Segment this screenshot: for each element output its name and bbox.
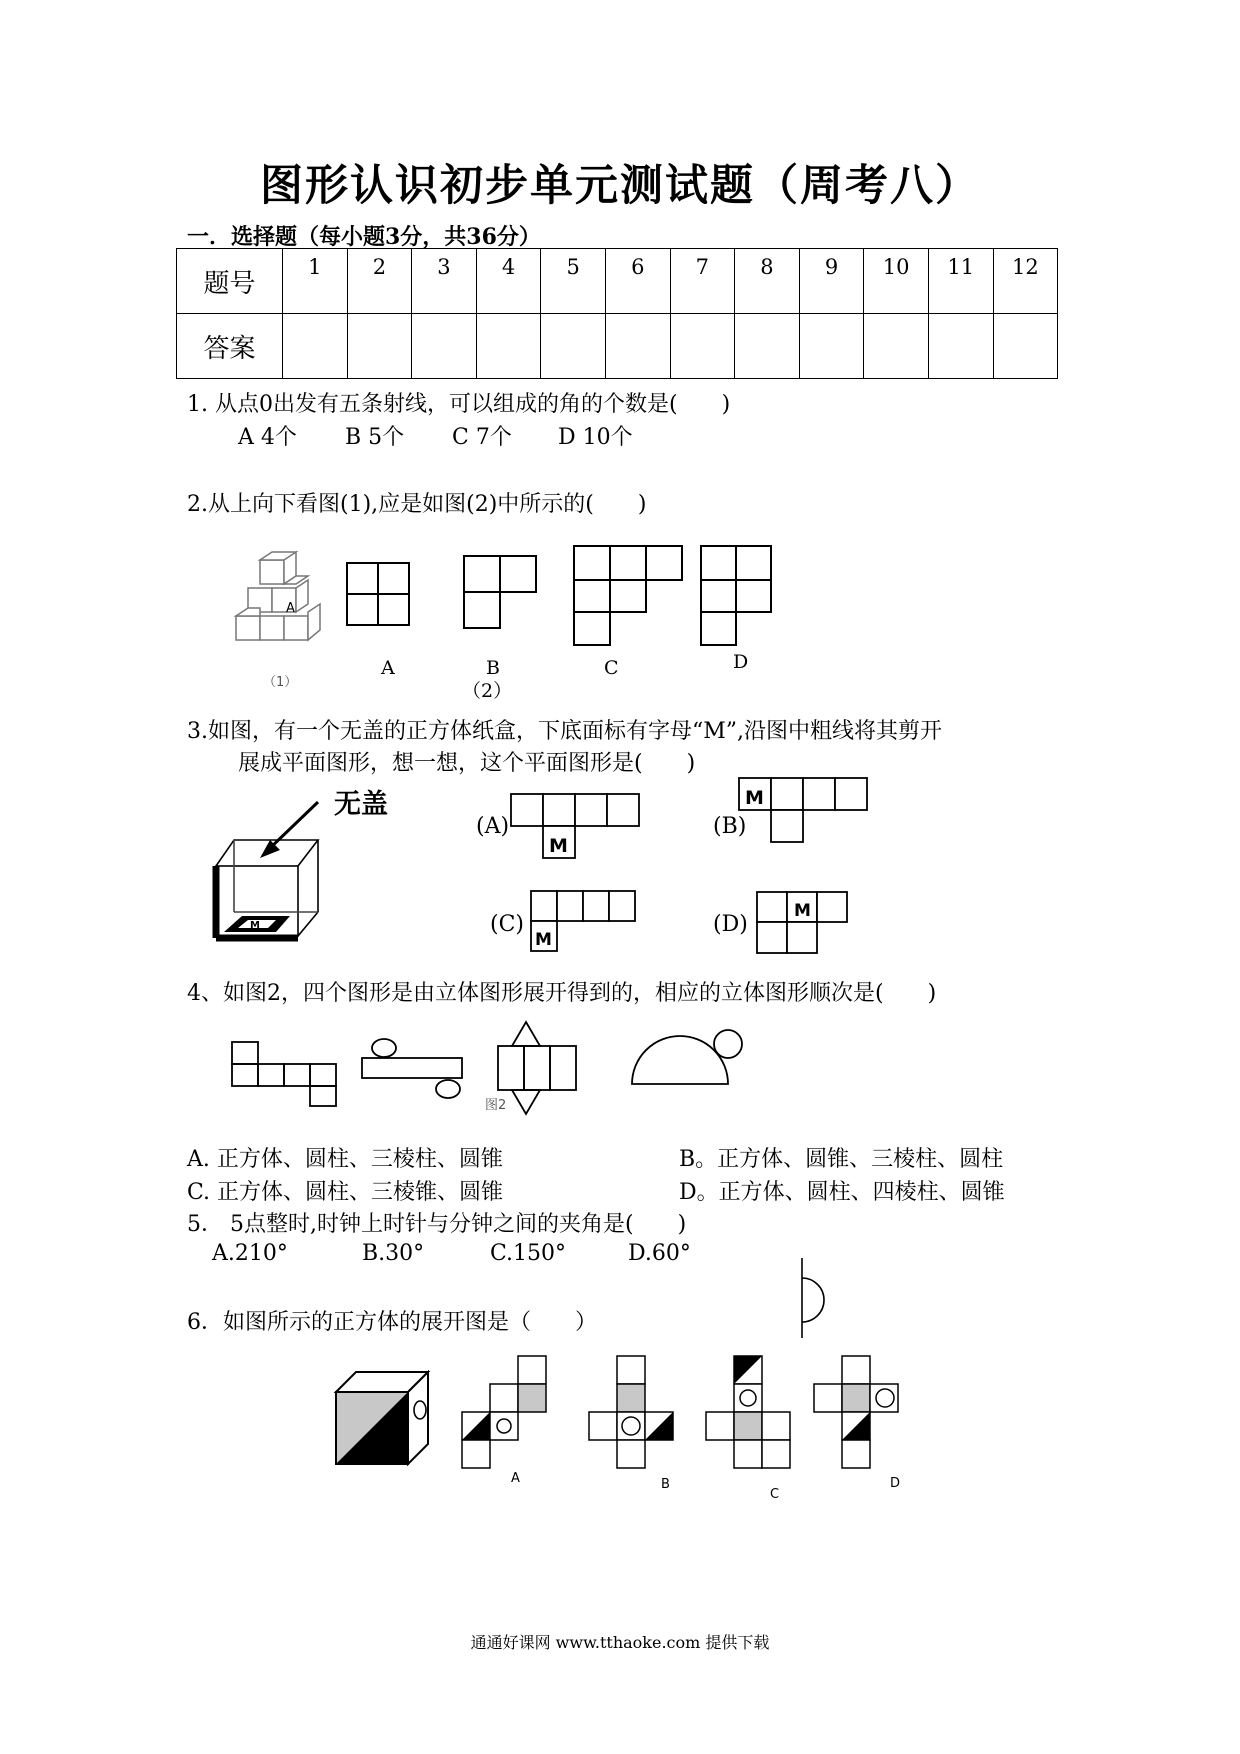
q2-figure-cubes: [230, 550, 340, 680]
q2-option-b-grid: [463, 555, 539, 631]
q2-label-a: A: [381, 657, 395, 679]
q1-option-c: C 7个: [452, 425, 512, 450]
question-number: 9: [799, 249, 864, 314]
q3-c-letter: M: [535, 930, 552, 950]
q4-option-d: D。正方体、圆柱、四棱柱、圆锥: [679, 1180, 1005, 1205]
q2-figure1-label: （1）: [263, 675, 298, 690]
question-1-stem: 1. 从点0出发有五条射线，可以组成的角的个数是( ): [187, 392, 731, 417]
question-number: 7: [670, 249, 735, 314]
q6-label-d: D: [890, 1476, 901, 1491]
q2-label-b: B: [486, 657, 500, 679]
question-number: 6: [605, 249, 670, 314]
answer-cell[interactable]: [735, 314, 800, 379]
answer-cell[interactable]: [605, 314, 670, 379]
q6-option-d-net: [810, 1354, 906, 1474]
q3-label-d: (D): [713, 912, 748, 937]
q3-a-letter: M: [549, 835, 568, 857]
q3-option-c-net: [530, 890, 662, 956]
question-number: 11: [928, 249, 993, 314]
q4-cube-net: [230, 1040, 340, 1108]
question-number: 3: [412, 249, 477, 314]
question-number: 12: [993, 249, 1058, 314]
answer-cell[interactable]: [799, 314, 864, 379]
question-2-stem: 2.从上向下看图(1),应是如图(2)中所示的( ): [187, 492, 647, 517]
q3-no-lid-label: 无盖: [334, 789, 388, 820]
q2-cube-letter: A: [286, 601, 295, 616]
q6-side-figure: [800, 1256, 840, 1340]
question-5-stem: 5． 5点整时,时钟上时针与分钟之间的夹角是( ): [187, 1212, 687, 1237]
question-number: 8: [735, 249, 800, 314]
table-row: [177, 314, 1058, 379]
answer-cell[interactable]: [347, 314, 412, 379]
answer-cell[interactable]: [864, 314, 929, 379]
page-footer: 通通好课网 www.tthaoke.com 提供下载: [470, 1633, 770, 1652]
q2-option-a-grid: [346, 562, 410, 626]
q1-option-a: A 4个: [238, 425, 297, 450]
q4-cone-net: [630, 1028, 750, 1088]
q2-option-d-grid: [700, 545, 772, 647]
question-number: 5: [541, 249, 606, 314]
answer-cell[interactable]: [928, 314, 993, 379]
answer-cell[interactable]: [283, 314, 348, 379]
q3-label-a: (A): [476, 814, 510, 839]
q5-option-d: D.60°: [628, 1241, 691, 1266]
q5-option-b: B.30°: [362, 1241, 425, 1266]
q1-option-b: B 5个: [345, 425, 405, 450]
question-3-stem-line2: 展成平面图形，想一想，这个平面图形是( ): [238, 751, 696, 776]
question-number: 10: [864, 249, 929, 314]
page-title: 图形认识初步单元测试题（周考八）: [260, 161, 980, 211]
table-row: [177, 249, 1058, 314]
question-3-stem-line1: 3.如图，有一个无盖的正方体纸盒，下底面标有字母“M”,沿图中粗线将其剪开: [187, 719, 943, 744]
q6-option-a-net: [460, 1354, 550, 1474]
q2-label-c: C: [604, 657, 619, 679]
q4-option-b: B。正方体、圆锥、三棱柱、圆柱: [679, 1147, 1004, 1172]
q3-label-c: (C): [490, 912, 524, 937]
q3-d-letter: M: [794, 901, 811, 921]
question-number: 2: [347, 249, 412, 314]
q4-prism-net: [496, 1020, 582, 1116]
q1-option-d: D 10个: [558, 425, 633, 450]
row-label-answer: 答案: [177, 314, 283, 379]
answer-cell[interactable]: [541, 314, 606, 379]
row-label-number: 题号: [177, 249, 283, 314]
answer-cell[interactable]: [993, 314, 1058, 379]
answer-cell[interactable]: [670, 314, 735, 379]
q2-label-d: D: [733, 651, 749, 673]
q6-label-c: C: [770, 1487, 780, 1502]
q3-b-letter: M: [745, 787, 764, 809]
question-number: 1: [283, 249, 348, 314]
q6-option-c-net: [704, 1354, 800, 1474]
q6-label-b: B: [661, 1477, 670, 1492]
question-4-stem: 4、如图2，四个图形是由立体图形展开得到的，相应的立体图形顺次是( ): [187, 981, 937, 1006]
q5-option-a: A.210°: [212, 1241, 288, 1266]
q4-option-a: A. 正方体、圆柱、三棱柱、圆锥: [187, 1147, 503, 1172]
q3-option-d-net: [756, 891, 888, 957]
question-number: 4: [476, 249, 541, 314]
q3-option-b-net: [738, 777, 870, 843]
q4-option-c: C. 正方体、圆柱、三棱锥、圆锥: [187, 1180, 504, 1205]
q6-option-b-net: [585, 1354, 681, 1474]
question-6-stem: 6．如图所示的正方体的展开图是（ ）: [187, 1310, 597, 1335]
answer-table: [176, 248, 1058, 379]
svg-text:M: M: [250, 920, 260, 931]
q6-label-a: A: [511, 1471, 520, 1486]
q5-option-c: C.150°: [490, 1241, 567, 1266]
q4-figure-label: 图2: [485, 1098, 507, 1113]
q3-label-b: (B): [713, 814, 747, 839]
q2-figure2-label: （2）: [462, 680, 513, 702]
answer-cell[interactable]: [412, 314, 477, 379]
q4-cylinder-net: [358, 1036, 468, 1104]
section-heading: 一．选择题（每小题3分，共36分）: [187, 224, 541, 250]
q2-option-c-grid: [573, 545, 683, 647]
q3-box-figure: [206, 800, 336, 945]
q6-cube-figure: [334, 1370, 430, 1466]
answer-cell[interactable]: [476, 314, 541, 379]
q3-option-a-net: [510, 793, 642, 859]
